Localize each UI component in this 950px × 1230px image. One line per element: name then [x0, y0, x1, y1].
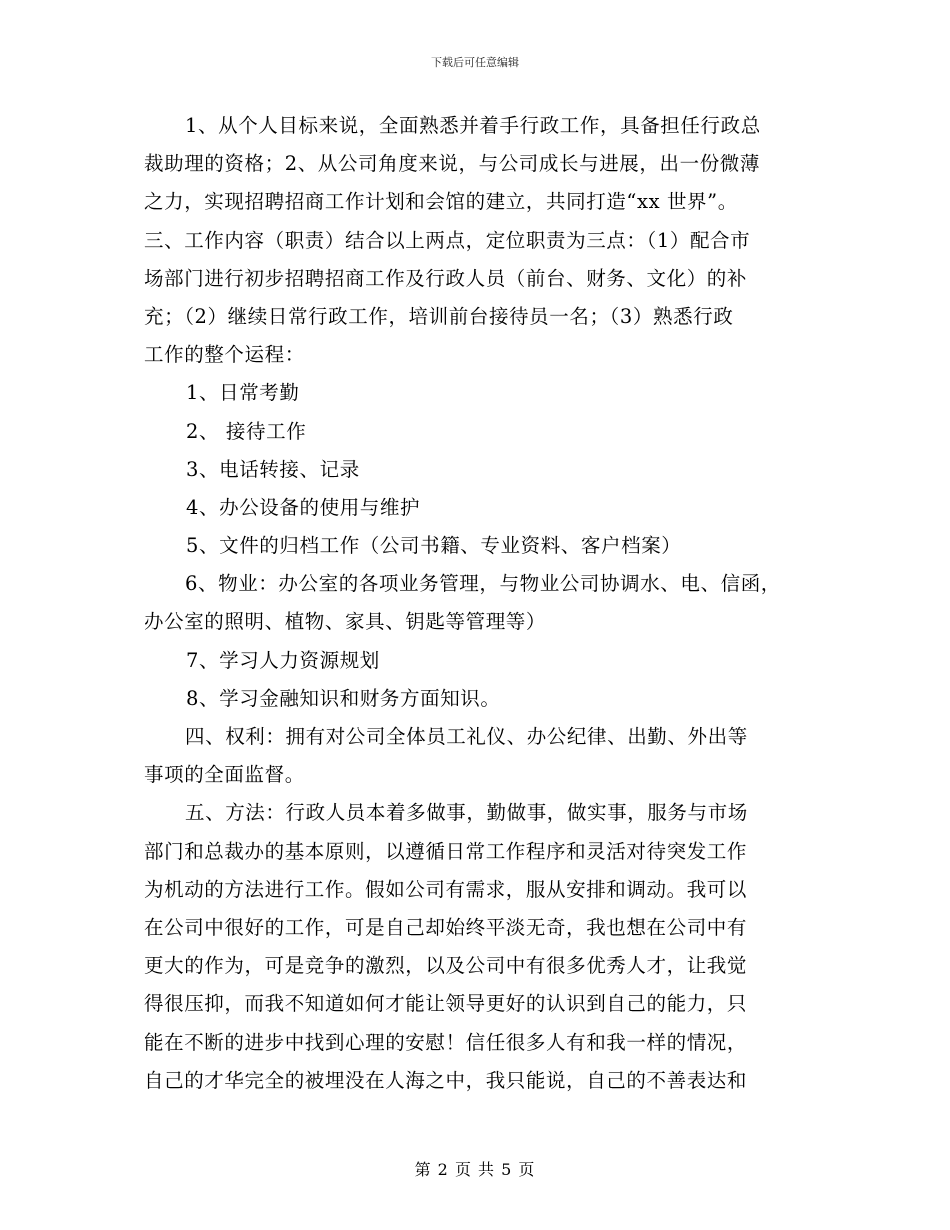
duty-list-2 — [144, 642, 814, 718]
text-line: 在公司中很好的工作，可是自己却始终平淡无奇，我也想在公司中有 — [144, 915, 748, 939]
text-line: 6、物业：办公室的各项业务管理，与物业公司协调水、电、信函， — [185, 572, 781, 596]
paragraph-property — [144, 565, 814, 641]
list-item: 4、办公设备的使用与维护 — [186, 495, 421, 519]
paragraph-goals — [144, 107, 814, 374]
text-line: 裁助理的资格；2、从公司角度来说，与公司成长与进展，出一份微薄 — [144, 152, 761, 176]
duty-list — [144, 374, 814, 565]
text-line: 之力，实现招聘招商工作计划和会馆的建立，共同打造“xx 世界”。 — [144, 190, 738, 214]
text-line: 为机动的方法进行工作。假如公司有需求，服从安排和调动。我可以 — [144, 877, 748, 901]
list-item: 7、学习人力资源规划 — [186, 648, 380, 672]
text-line: 办公室的照明、植物、家具、钥匙等管理等） — [144, 610, 547, 634]
list-item: 2、 接待工作 — [186, 419, 307, 443]
list-item: 3、电话转接、记录 — [186, 457, 360, 481]
text-line: 场部门进行初步招聘招商工作及行政人员（前台、财务、文化）的补 — [144, 266, 748, 290]
document-body — [144, 107, 814, 1100]
text-line: 工作的整个运程： — [144, 343, 305, 367]
text-line: 能在不断的进步中找到心理的安慰！信任很多人有和我一样的情况， — [144, 1030, 748, 1054]
text-line: 事项的全面监督。 — [144, 763, 305, 787]
paragraph-rights — [144, 718, 814, 794]
paragraph-methods — [144, 794, 814, 1100]
text-line: 得很压抑，而我不知道如何才能让领导更好的认识到自己的能力，只 — [144, 992, 748, 1016]
text-line: 三、工作内容（职责）结合以上两点，定位职责为三点：（1）配合市 — [144, 228, 751, 252]
text-line: 四、权利：拥有对公司全体员工礼仪、办公纪律、出勤、外出等 — [185, 725, 748, 748]
list-item: 1、日常考勤 — [186, 381, 300, 405]
text-line: 自己的才华完全的被埋没在人海之中，我只能说，自己的不善表达和 — [144, 1068, 748, 1092]
list-item: 5、文件的归档工作（公司书籍、专业资料、客户档案） — [186, 534, 682, 558]
text-line: 五、方法：行政人员本着多做事，勤做事，做实事，服务与市场 — [185, 801, 748, 825]
text-line: 1、从个人目标来说，全面熟悉并着手行政工作，具备担任行政总 — [185, 114, 761, 137]
text-line: 充；（2）继续日常行政工作，培训前台接待员一名；（3）熟悉行政 — [144, 304, 734, 328]
text-line: 更大的作为，可是竞争的激烈，以及公司中有很多优秀人才，让我觉 — [144, 954, 748, 978]
page-footer: 第 2 页 共 5 页 — [414, 1160, 536, 1179]
text-line: 部门和总裁办的基本原则，以遵循日常工作程序和灵活对待突发工作 — [144, 839, 748, 863]
page-header: 下载后可任意编辑 — [431, 56, 519, 69]
list-item: 8、学习金融知识和财务方面知识。 — [186, 686, 501, 710]
